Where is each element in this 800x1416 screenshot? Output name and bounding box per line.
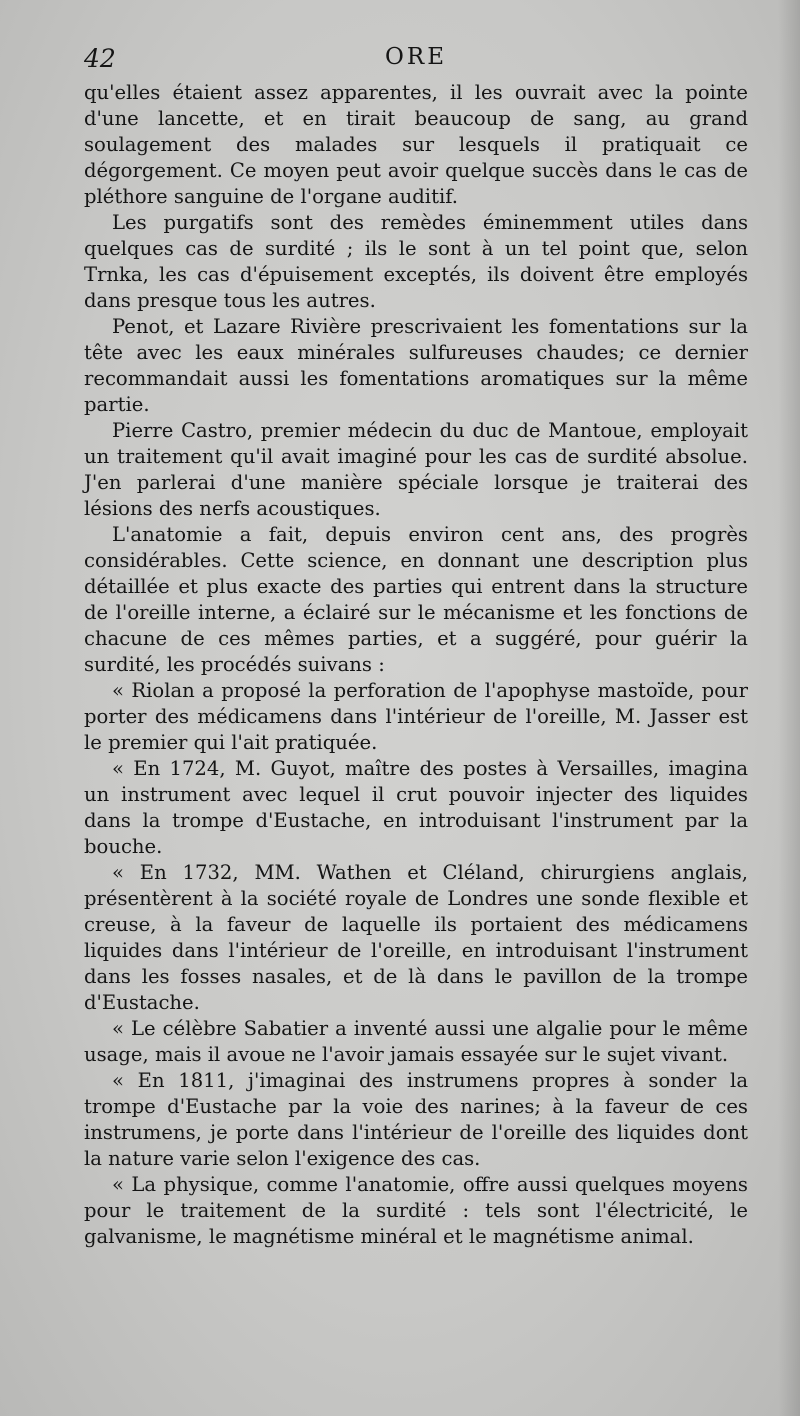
paragraph-physique: « La physique, comme l'anatomie, offre aussi quelques moyens pour le traitement de la surdité : tels sont l'électricité, le galvanisme, le magnétisme minéral et le magnétisme animal. <box>84 1173 748 1248</box>
paragraph-riolan: « Riolan a proposé la perforation de l'apophyse mastoïde, pour porter des médicamens dans l'intérieur de l'oreille, M. Jasser est le premier qui l'ait pratiquée. <box>84 679 748 754</box>
paragraph-penot-riviere: Penot, et Lazare Rivière prescrivaient les fomentations sur la tête avec les eaux minérales sulfureuses chaudes; ce dernier recommandait aussi les fomentations aromatiques sur la même partie. <box>84 315 748 416</box>
page-edge-shadow <box>778 0 800 1416</box>
paragraph-sabatier: « Le célèbre Sabatier a inventé aussi une algalie pour le même usage, mais il avoue ne l'avoir jamais essayée sur le sujet vivant. <box>84 1017 748 1066</box>
paragraph-guyot: « En 1724, M. Guyot, maître des postes à Versailles, imagina un instrument avec lequel il crut pouvoir injecter des liquides dans la trompe d'Eustache, en introduisant l'instrument par la bouche. <box>84 757 748 858</box>
paragraph-purgatifs: Les purgatifs sont des remèdes éminemment utiles dans quelques cas de surdité ; ils le sont à un tel point que, selon Trnka, les cas d'épuisement exceptés, ils doivent être employés dans presque tous les autres. <box>84 211 748 312</box>
body-text <box>84 80 748 1250</box>
page-header <box>84 44 748 78</box>
running-title: ORE <box>385 44 447 70</box>
page-number: 42 <box>84 44 116 73</box>
paragraph-wathen-cleland: « En 1732, MM. Wathen et Cléland, chirurgiens anglais, présentèrent à la société royale de Londres une sonde flexible et creuse, à la faveur de laquelle ils portaient des médicamens liquides dans l'intérieur de l'oreille, en introduisant l'instrument dans les fosses nasales, et de là dans le pavillon de la trompe d'Eustache. <box>84 861 748 1014</box>
paragraph-castro: Pierre Castro, premier médecin du duc de Mantoue, employait un traitement qu'il avait imaginé pour les cas de surdité absolue. J'en parlerai d'une manière spéciale lorsque je traiterai des lésions des nerfs acoustiques. <box>84 419 748 520</box>
paragraph-1811: « En 1811, j'imaginai des instrumens propres à sonder la trompe d'Eustache par la voie des narines; à la faveur de ces instrumens, je porte dans l'intérieur de l'oreille des liquides dont la nature varie selon l'exigence des cas. <box>84 1069 748 1170</box>
paragraph-anatomie: L'anatomie a fait, depuis environ cent ans, des progrès considérables. Cette science, en donnant une description plus détaillée et plus exacte des parties qui entrent dans la structure de l'oreille interne, a éclairé sur le mécanisme et les fonctions de chacune de ces mêmes parties, et a suggéré, pour guérir la surdité, les procédés suivans : <box>84 523 748 676</box>
paragraph-continuation: qu'elles étaient assez apparentes, il les ouvrait avec la pointe d'une lancette, et en tirait beaucoup de sang, au grand soulagement des malades sur lesquels il pratiquait ce dégorgement. Ce moyen peut avoir quelque succès dans le cas de pléthore sanguine de l'organe auditif. <box>84 81 748 208</box>
